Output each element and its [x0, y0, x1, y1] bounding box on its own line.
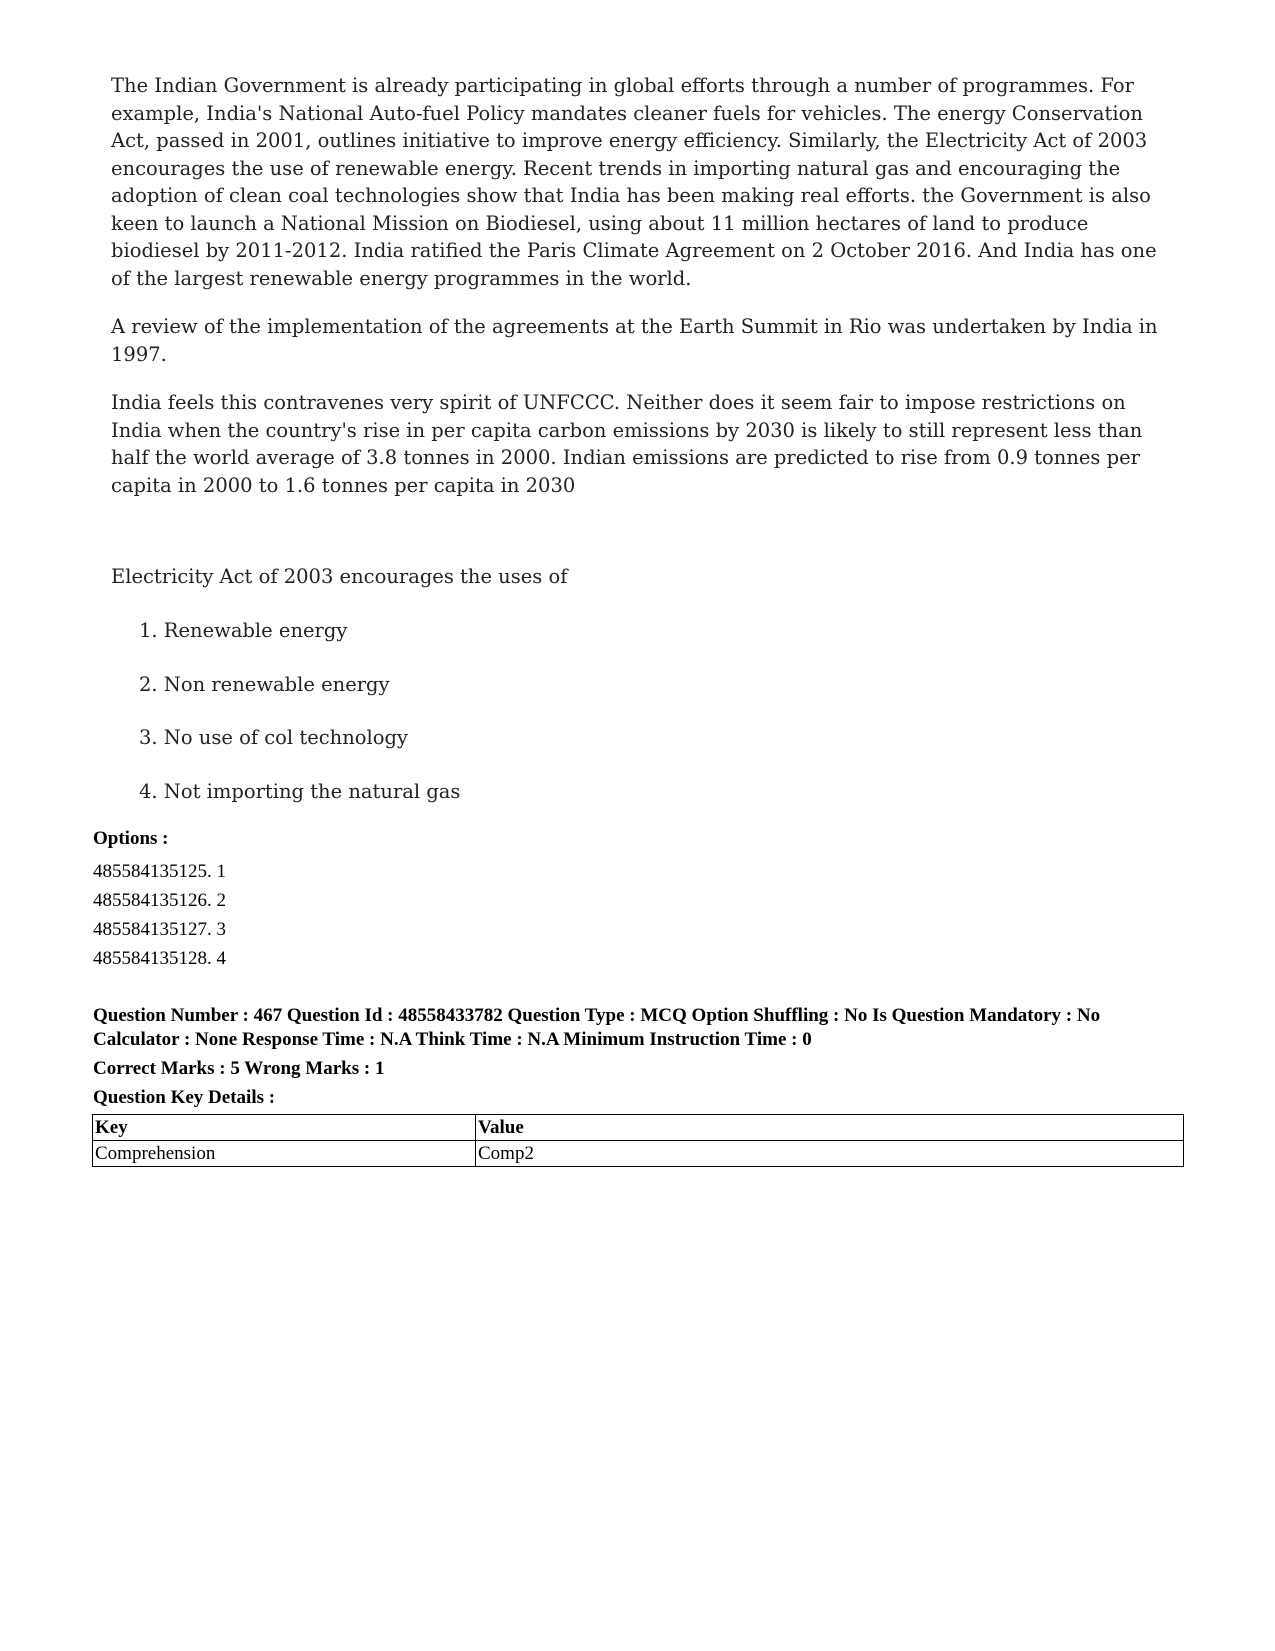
table-cell: Comprehension: [93, 1141, 476, 1167]
options-list: [93, 857, 226, 973]
choice-item: 4. Not importing the natural gas: [139, 779, 461, 803]
choice-item: 3. No use of col technology: [139, 726, 408, 749]
option-item: 485584135125. 1: [93, 861, 226, 882]
table-header-cell: Value: [476, 1115, 1184, 1141]
choice-item: 1. Renewable energy: [139, 619, 348, 642]
option-item: 485584135127. 3: [93, 919, 226, 940]
option-item: 485584135126. 2: [93, 890, 226, 911]
passage-paragraph-3: India feels this contravenes very spirit of UNFCCC. Neither does it seem fair to impose restrictions on India when the country's rise in per capita carbon emissions by 2030 is likely to still represent less than half the world average of 3.8 tonnes in 2000. Indian emissions are predicted to rise from 0.9 tonnes per capita in 2000 to 1.6 tonnes per capita in 2030: [111, 391, 1143, 497]
marks-info: Correct Marks : 5 Wrong Marks : 1: [93, 1058, 385, 1079]
passage-paragraph-2: A review of the implementation of the agreements at the Earth Summit in Rio was undertaken by India in 1997.: [111, 315, 1158, 366]
options-heading: Options :: [93, 828, 169, 849]
table-header-row: [93, 1115, 1184, 1141]
passage-paragraph-1: The Indian Government is already participating in global efforts through a number of programmes. For example, India's National Auto-fuel Policy mandates cleaner fuels for vehicles. The energy Conservation Act, passed in 2001, outlines initiative to improve energy efficiency. Similarly, the Electricity Act of 2003 encourages the use of renewable energy. Recent trends in importing natural gas and encouraging the adoption of clean coal technologies show that India has been making real efforts. the Government is also keen to launch a National Mission on Biodiesel, using about 11 million hectares of land to produce biodiesel by 2011-2012. India ratified the Paris Climate Agreement on 2 October 2016. And India has one of the largest renewable energy programmes in the world.: [111, 74, 1157, 290]
passage: [111, 72, 1161, 499]
table-header-cell: Key: [93, 1115, 476, 1141]
option-item: 485584135128. 4: [93, 948, 226, 969]
table-row: [93, 1141, 1184, 1167]
question-choices: [139, 617, 460, 831]
question-stem: Electricity Act of 2003 encourages the uses of: [111, 565, 568, 588]
choice-item: 2. Non renewable energy: [139, 672, 390, 696]
key-details-heading: Question Key Details :: [93, 1087, 276, 1108]
key-details-table: [92, 1114, 1184, 1167]
table-cell: Comp2: [476, 1141, 1184, 1167]
question-info: Question Number : 467 Question Id : 48558433782 Question Type : MCQ Option Shuffling : No Is Question Mandatory : No Calculator : None Response Time : N.A Think Time : N.A Minimum Instruction Time : 0: [93, 1005, 1101, 1050]
